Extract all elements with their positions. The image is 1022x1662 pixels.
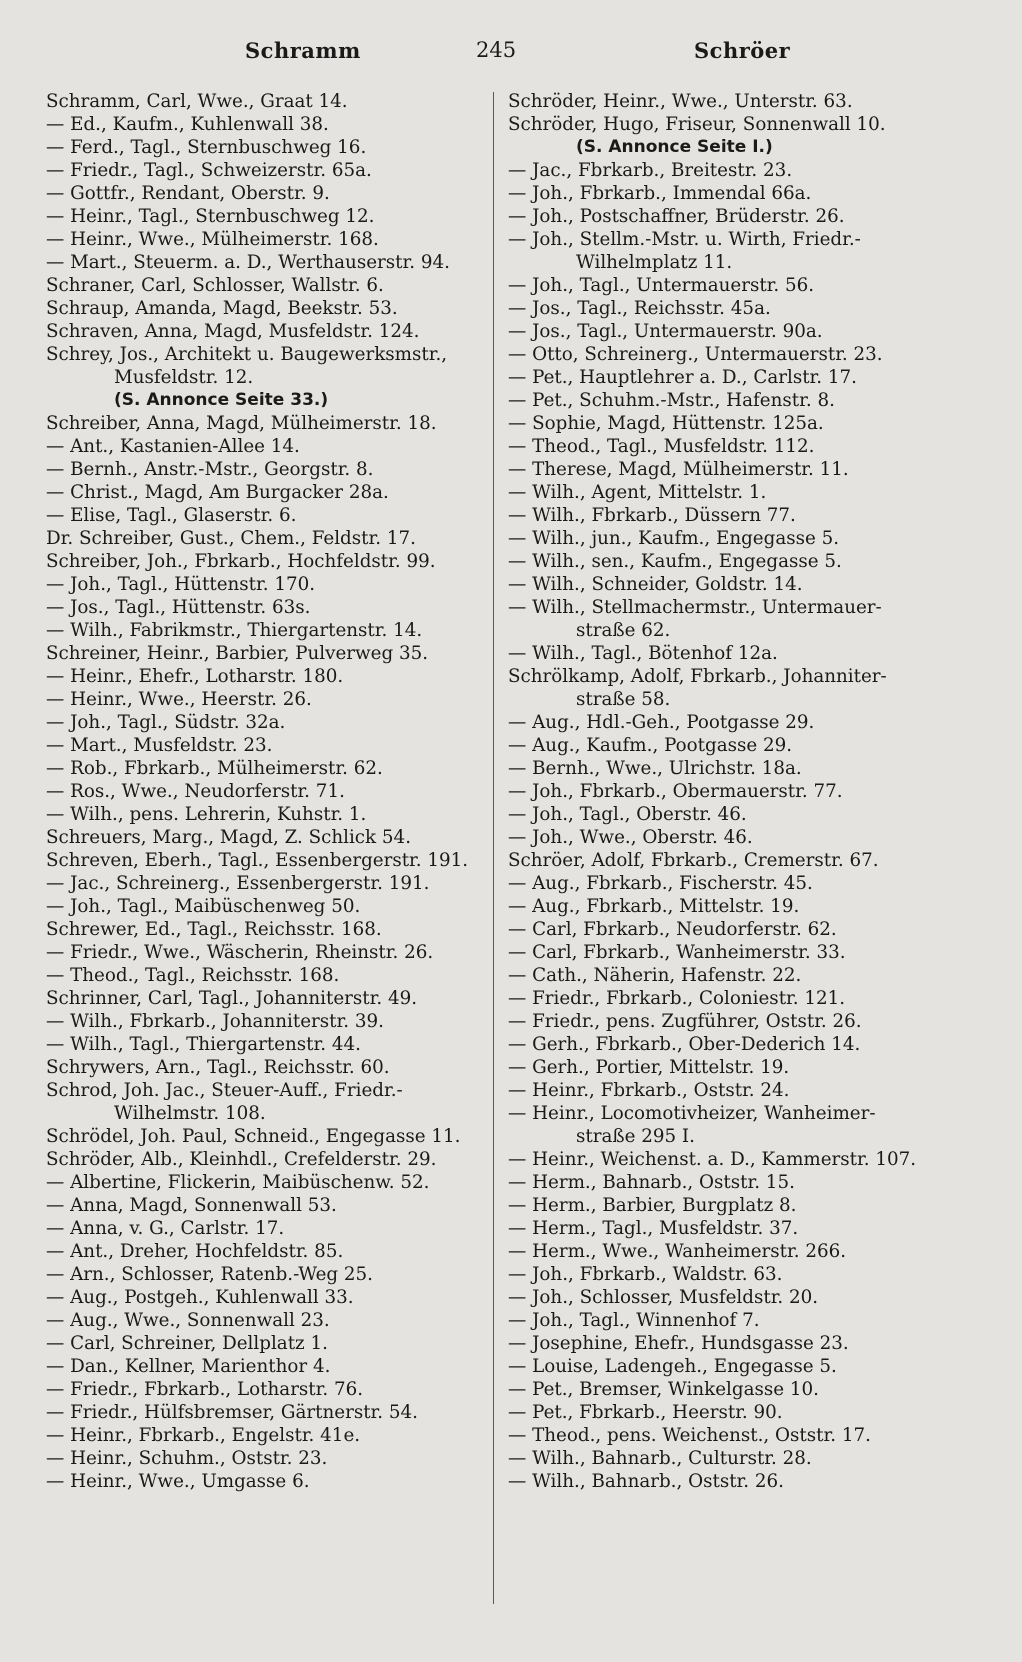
directory-entry: — Carl, Schreiner, Dellplatz 1. (46, 1333, 328, 1354)
directory-entry: Schreven, Eberh., Tagl., Essenbergerstr. 191. (46, 850, 469, 871)
directory-entry: — Dan., Kellner, Marienthor 4. (46, 1356, 331, 1377)
directory-entry: — Aug., Fbrkarb., Mittelstr. 19. (508, 896, 800, 917)
directory-entry: — Heinr., Wwe., Umgasse 6. (46, 1471, 310, 1492)
directory-entry: — Cath., Näherin, Hafenstr. 22. (508, 965, 802, 986)
directory-entry: — Arn., Schlosser, Ratenb.-Weg 25. (46, 1264, 373, 1285)
directory-entry: — Heinr., Fbrkarb., Oststr. 24. (508, 1080, 790, 1101)
directory-entry: Schramm, Carl, Wwe., Graat 14. (46, 91, 348, 112)
directory-entry: Schraup, Amanda, Magd, Beekstr. 53. (46, 298, 398, 319)
directory-entry: Schraven, Anna, Magd, Musfeldstr. 124. (46, 321, 420, 342)
directory-entry: — Louise, Ladengeh., Engegasse 5. (508, 1356, 837, 1377)
directory-entry: Wilhelmstr. 108. (114, 1103, 266, 1124)
directory-entry: — Theod., pens. Weichenst., Oststr. 17. (508, 1425, 871, 1446)
directory-entry: — Aug., Hdl.-Geh., Pootgasse 29. (508, 712, 815, 733)
directory-entry: — Joh., Tagl., Untermauerstr. 56. (508, 275, 815, 296)
right-column (508, 90, 970, 1493)
directory-entry: — Bernh., Wwe., Ulrichstr. 18a. (508, 758, 802, 779)
directory-entry: — Otto, Schreinerg., Untermauerstr. 23. (508, 344, 883, 365)
directory-entry: Schraner, Carl, Schlosser, Wallstr. 6. (46, 275, 384, 296)
directory-entry: — Herm., Wwe., Wanheimerstr. 266. (508, 1241, 847, 1262)
directory-entry: — Wilh., Tagl., Thiergartenstr. 44. (46, 1034, 361, 1055)
annonce-note: (S. Annonce Seite I.) (576, 137, 773, 157)
directory-entry: — Friedr., Hülfsbremser, Gärtnerstr. 54. (46, 1402, 418, 1423)
directory-entry: — Wilh., jun., Kaufm., Engegasse 5. (508, 528, 840, 549)
directory-entry: — Pet., Schuhm.-Mstr., Hafenstr. 8. (508, 390, 835, 411)
directory-entry: — Joh., Tagl., Winnenhof 7. (508, 1310, 760, 1331)
directory-entry: — Friedr., Fbrkarb., Coloniestr. 121. (508, 988, 846, 1009)
directory-entry: — Ant., Dreher, Hochfeldstr. 85. (46, 1241, 344, 1262)
directory-entry: — Wilh., Stellmachermstr., Untermauer- (508, 597, 882, 618)
directory-entry: — Bernh., Anstr.-Mstr., Georgstr. 8. (46, 459, 374, 480)
directory-entry: — Heinr., Wwe., Mülheimerstr. 168. (46, 229, 379, 250)
directory-entry: — Josephine, Ehefr., Hundsgasse 23. (508, 1333, 849, 1354)
directory-entry: — Friedr., Fbrkarb., Lotharstr. 76. (46, 1379, 364, 1400)
directory-entry: straße 62. (576, 620, 671, 641)
directory-entry: — Wilh., Bahnarb., Culturstr. 28. (508, 1448, 812, 1469)
directory-entry: — Jos., Tagl., Reichsstr. 45a. (508, 298, 771, 319)
directory-entry: — Jos., Tagl., Untermauerstr. 90a. (508, 321, 823, 342)
directory-entry: — Heinr., Wwe., Heerstr. 26. (46, 689, 312, 710)
directory-entry: — Carl, Fbrkarb., Wanheimerstr. 33. (508, 942, 846, 963)
directory-entry: — Wilh., Fabrikmstr., Thiergartenstr. 14. (46, 620, 423, 641)
directory-entry: Schrewer, Ed., Tagl., Reichsstr. 168. (46, 919, 382, 940)
directory-entry: — Theod., Tagl., Reichsstr. 168. (46, 965, 340, 986)
directory-entry: — Pet., Fbrkarb., Heerstr. 90. (508, 1402, 783, 1423)
directory-entry: — Friedr., Tagl., Schweizerstr. 65a. (46, 160, 372, 181)
directory-entry: — Anna, Magd, Sonnenwall 53. (46, 1195, 337, 1216)
directory-entry: — Ed., Kaufm., Kuhlenwall 38. (46, 114, 329, 135)
directory-entry: Dr. Schreiber, Gust., Chem., Feldstr. 17. (46, 528, 416, 549)
directory-entry: — Joh., Tagl., Hüttenstr. 170. (46, 574, 316, 595)
directory-entry: — Joh., Fbrkarb., Waldstr. 63. (508, 1264, 783, 1285)
directory-entry: Schrödel, Joh. Paul, Schneid., Engegasse 11. (46, 1126, 461, 1147)
directory-entry: — Wilh., Bahnarb., Oststr. 26. (508, 1471, 784, 1492)
directory-entry: Schröder, Hugo, Friseur, Sonnenwall 10. (508, 114, 886, 135)
directory-entry: — Jos., Tagl., Hüttenstr. 63s. (46, 597, 311, 618)
directory-entry: Schreiner, Heinr., Barbier, Pulverweg 35. (46, 643, 429, 664)
directory-entry: — Heinr., Tagl., Sternbuschweg 12. (46, 206, 375, 227)
directory-entry: — Wilh., Fbrkarb., Johanniterstr. 39. (46, 1011, 384, 1032)
directory-entry: — Ferd., Tagl., Sternbuschweg 16. (46, 137, 367, 158)
directory-entry: — Joh., Tagl., Südstr. 32a. (46, 712, 286, 733)
directory-entry: — Gerh., Fbrkarb., Ober-Dederich 14. (508, 1034, 861, 1055)
directory-entry: Schreiber, Joh., Fbrkarb., Hochfeldstr. 99. (46, 551, 436, 572)
directory-entry: — Anna, v. G., Carlstr. 17. (46, 1218, 285, 1239)
directory-entry: — Joh., Schlosser, Musfeldstr. 20. (508, 1287, 819, 1308)
directory-entry: — Heinr., Ehefr., Lotharstr. 180. (46, 666, 344, 687)
directory-entry: — Theod., Tagl., Musfeldstr. 112. (508, 436, 815, 457)
directory-entry: — Herm., Bahnarb., Oststr. 15. (508, 1172, 795, 1193)
directory-entry: Schröer, Adolf, Fbrkarb., Cremerstr. 67. (508, 850, 879, 871)
left-column (46, 90, 478, 1493)
directory-entry: — Heinr., Schuhm., Oststr. 23. (46, 1448, 328, 1469)
header-left-catchword: Schramm (245, 38, 361, 63)
page-header (40, 38, 990, 78)
directory-entry: — Joh., Fbrkarb., Obermauerstr. 77. (508, 781, 843, 802)
directory-entry: — Joh., Stellm.-Mstr. u. Wirth, Friedr.- (508, 229, 861, 250)
directory-entry: — Wilh., pens. Lehrerin, Kuhstr. 1. (46, 804, 367, 825)
directory-entry: — Aug., Fbrkarb., Fischerstr. 45. (508, 873, 813, 894)
directory-entry: Musfeldstr. 12. (114, 367, 254, 388)
directory-entry: — Pet., Hauptlehrer a. D., Carlstr. 17. (508, 367, 857, 388)
directory-entry: Schrywers, Arn., Tagl., Reichsstr. 60. (46, 1057, 390, 1078)
directory-entry: — Wilh., sen., Kaufm., Engegasse 5. (508, 551, 842, 572)
directory-entry: — Friedr., Wwe., Wäscherin, Rheinstr. 26. (46, 942, 434, 963)
directory-entry: — Jac., Schreinerg., Essenbergerstr. 191. (46, 873, 430, 894)
directory-entry: — Wilh., Agent, Mittelstr. 1. (508, 482, 767, 503)
directory-entry: — Aug., Kaufm., Pootgasse 29. (508, 735, 793, 756)
directory-entry: straße 58. (576, 689, 671, 710)
directory-entry: — Wilh., Tagl., Bötenhof 12a. (508, 643, 778, 664)
directory-entry: — Jac., Fbrkarb., Breitestr. 23. (508, 160, 793, 181)
directory-entry: — Joh., Tagl., Oberstr. 46. (508, 804, 747, 825)
directory-entry: — Elise, Tagl., Glaserstr. 6. (46, 505, 297, 526)
directory-entry: — Christ., Magd, Am Burgacker 28a. (46, 482, 389, 503)
directory-entry: — Therese, Magd, Mülheimerstr. 11. (508, 459, 849, 480)
directory-entry: — Heinr., Weichenst. a. D., Kammerstr. 107. (508, 1149, 917, 1170)
directory-entry: — Friedr., pens. Zugführer, Oststr. 26. (508, 1011, 862, 1032)
directory-entry: Schreuers, Marg., Magd, Z. Schlick 54. (46, 827, 411, 848)
directory-entry: Schrinner, Carl, Tagl., Johanniterstr. 49. (46, 988, 418, 1009)
directory-entry: — Wilh., Fbrkarb., Düssern 77. (508, 505, 796, 526)
directory-entry: — Joh., Fbrkarb., Immendal 66a. (508, 183, 812, 204)
annonce-note: (S. Annonce Seite 33.) (114, 390, 329, 410)
directory-entry: Schröder, Alb., Kleinhdl., Crefelderstr. 29. (46, 1149, 437, 1170)
directory-entry: — Heinr., Fbrkarb., Engelstr. 41e. (46, 1425, 361, 1446)
directory-entry: Schrod, Joh. Jac., Steuer-Auff., Friedr.- (46, 1080, 403, 1101)
directory-entry: — Aug., Wwe., Sonnenwall 23. (46, 1310, 330, 1331)
directory-entry: — Mart., Musfeldstr. 23. (46, 735, 273, 756)
directory-entry: — Gerh., Portier, Mittelstr. 19. (508, 1057, 790, 1078)
directory-entry: — Carl, Fbrkarb., Neudorferstr. 62. (508, 919, 837, 940)
directory-entry: — Wilh., Schneider, Goldstr. 14. (508, 574, 803, 595)
directory-entry: — Joh., Tagl., Maibüschenweg 50. (46, 896, 361, 917)
directory-entry: — Gottfr., Rendant, Oberstr. 9. (46, 183, 330, 204)
directory-entry: Schrey, Jos., Architekt u. Baugewerksmstr., (46, 344, 448, 365)
directory-entry: — Heinr., Locomotivheizer, Wanheimer- (508, 1103, 876, 1124)
directory-entry: — Ant., Kastanien-Allee 14. (46, 436, 300, 457)
directory-entry: — Joh., Postschaffner, Brüderstr. 26. (508, 206, 845, 227)
directory-entry: Schröder, Heinr., Wwe., Unterstr. 63. (508, 91, 853, 112)
directory-entry: — Aug., Postgeh., Kuhlenwall 33. (46, 1287, 354, 1308)
directory-entry: — Herm., Barbier, Burgplatz 8. (508, 1195, 797, 1216)
directory-entry: — Rob., Fbrkarb., Mülheimerstr. 62. (46, 758, 383, 779)
directory-entry: Schrölkamp, Adolf, Fbrkarb., Johanniter- (508, 666, 887, 687)
column-divider (493, 92, 494, 1604)
directory-entry: — Joh., Wwe., Oberstr. 46. (508, 827, 753, 848)
directory-entry: — Albertine, Flickerin, Maibüschenw. 52. (46, 1172, 430, 1193)
page-number: 245 (476, 38, 517, 62)
directory-entry: — Sophie, Magd, Hüttenstr. 125a. (508, 413, 824, 434)
directory-entry: — Herm., Tagl., Musfeldstr. 37. (508, 1218, 799, 1239)
directory-entry: Schreiber, Anna, Magd, Mülheimerstr. 18. (46, 413, 437, 434)
directory-entry: Wilhelmplatz 11. (576, 252, 733, 273)
directory-entry: — Pet., Bremser, Winkelgasse 10. (508, 1379, 819, 1400)
directory-entry: straße 295 I. (576, 1126, 695, 1147)
directory-entry: — Mart., Steuerm. a. D., Werthauserstr. 94. (46, 252, 450, 273)
header-right-catchword: Schröer (694, 38, 791, 63)
directory-entry: — Ros., Wwe., Neudorferstr. 71. (46, 781, 345, 802)
